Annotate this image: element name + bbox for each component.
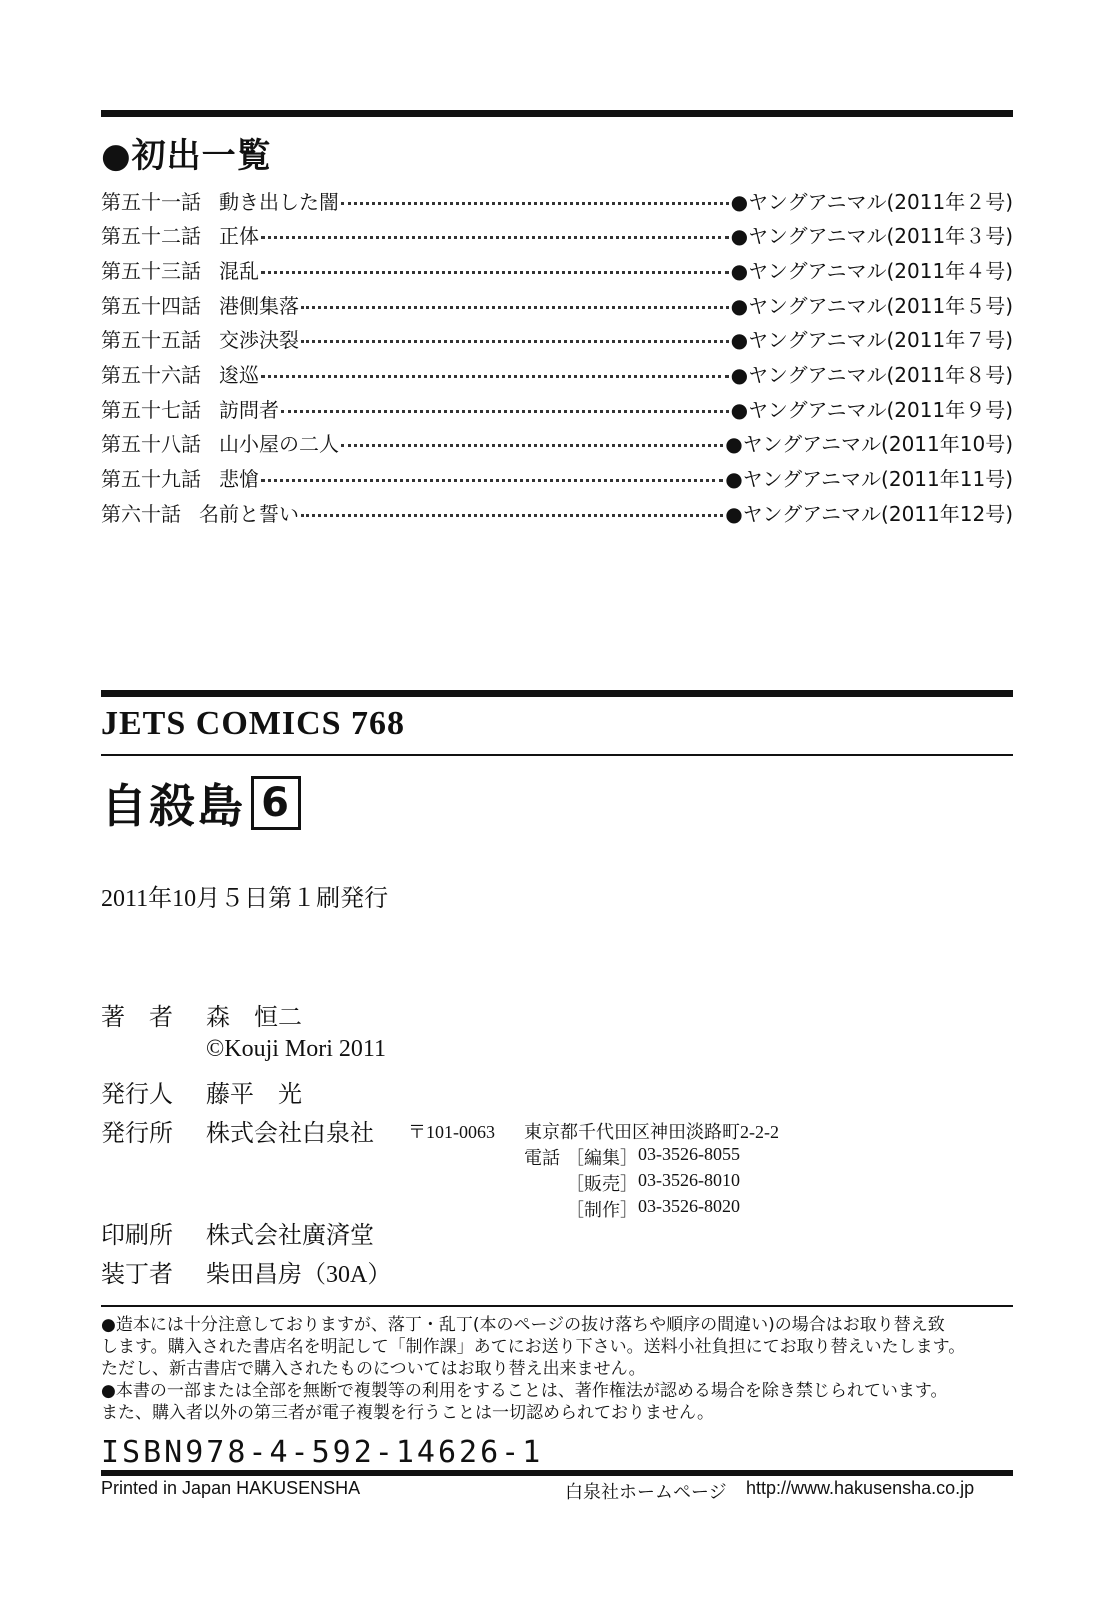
homepage-label: 白泉社ホームページ (565, 1482, 727, 1502)
notice-line: ●造本には十分注意しておりますが、落丁・乱丁(本のページの抜け落ちや順序の間違い)の場合はお取り替え致 (101, 1315, 945, 1335)
notice-rule (101, 1305, 1013, 1307)
toc-entry (101, 218, 1013, 252)
designer-label: 装丁者 (101, 1262, 173, 1288)
chapter-title: 名前と誓い (199, 501, 299, 526)
notice-line: また、購入者以外の第三者が電子複製を行うことは一切認められておりません。 (101, 1403, 715, 1423)
chapter-source: ●ヤングアニマル(2011年３号) (730, 224, 1013, 249)
publisher-person-label: 発行人 (101, 1082, 173, 1108)
notice-line: します。購入された書店名を明記して「制作課」あてにお送り下さい。送料小社負担にてお取り替えいたします。 (101, 1337, 966, 1357)
chapter-source: ●ヤングアニマル(2011年８号) (730, 363, 1013, 387)
toc-entry (101, 391, 1013, 425)
postal-code: 〒101-0063 (408, 1122, 495, 1142)
leader-dots (341, 202, 729, 205)
chapter-source: ●ヤングアニマル(2011年12号) (725, 501, 1013, 526)
volume-badge: 6 (251, 776, 301, 830)
chapter-source: ●ヤングアニマル(2011年４号) (730, 258, 1013, 283)
isbn: ISBN978-4-592-14626-1 (101, 1435, 544, 1470)
toc-entry (101, 287, 1013, 321)
chapter-number: 第五十一話 (101, 189, 201, 214)
chapter-number: 第五十二話 (101, 224, 201, 249)
toc-entry (101, 357, 1013, 391)
chapter-title: 交渉決裂 (219, 328, 299, 353)
chapter-source: ●ヤングアニマル(2011年９号) (730, 397, 1013, 422)
notice-line: ただし、新古書店で購入されたものについてはお取り替え出来ません。 (101, 1359, 646, 1379)
designer-name: 柴田昌房（30A） (206, 1262, 392, 1288)
chapter-title: 動き出した闇 (219, 189, 339, 214)
chapter-number: 第五十八話 (101, 432, 201, 457)
publisher-address: 東京都千代田区神田淡路町2-2-2 (524, 1122, 779, 1142)
phone-number: 03-3526-8010 (638, 1170, 740, 1190)
phone-dept: ［編集］ (566, 1148, 638, 1168)
section-title: ●初出一覧 (101, 136, 272, 176)
chapter-number: 第六十話 (101, 501, 181, 526)
book-title (101, 770, 301, 836)
chapter-source: ●ヤングアニマル(2011年11号) (725, 467, 1013, 492)
chapter-number: 第五十五話 (101, 328, 201, 353)
phone-dept: ［制作］ (566, 1200, 638, 1220)
chapter-title: 訪問者 (219, 397, 279, 422)
chapter-title: 山小屋の二人 (219, 432, 339, 457)
copyright-line: ©Kouji Mori 2011 (206, 1036, 387, 1062)
chapter-title: 港側集落 (219, 293, 299, 318)
toc-entry (101, 322, 1013, 356)
leader-dots (301, 340, 729, 343)
leader-dots (261, 375, 729, 378)
chapter-source: ●ヤングアニマル(2011年５号) (730, 293, 1013, 318)
chapter-number: 第五十四話 (101, 293, 201, 318)
book-title-text: 自殺島 (101, 779, 245, 833)
chapter-number: 第五十七話 (101, 397, 201, 422)
phone-dept: ［販売］ (566, 1174, 638, 1194)
leader-dots (261, 479, 723, 482)
publisher-label: 発行所 (101, 1121, 173, 1147)
leader-dots (301, 306, 729, 309)
notice-line: ●本書の一部または全部を無断で複製等の利用をすることは、著作権法が認める場合を除き禁じられています。 (101, 1381, 948, 1401)
homepage-url[interactable]: http://www.hakusensha.co.jp (746, 1478, 975, 1498)
toc-entry (101, 426, 1013, 460)
phone-number: 03-3526-8055 (638, 1144, 740, 1164)
printer-name: 株式会社廣済堂 (206, 1223, 374, 1249)
phone-label: 電話 (524, 1148, 560, 1168)
publication-date: 2011年10月５日第１刷発行 (101, 886, 389, 912)
colophon-top-rule (101, 690, 1013, 697)
chapter-title: 逡巡 (219, 363, 259, 387)
series-rule (101, 754, 1013, 756)
chapter-source: ●ヤングアニマル(2011年７号) (730, 328, 1013, 353)
series-label: JETS COMICS 768 (101, 705, 406, 742)
chapter-number: 第五十三話 (101, 258, 201, 283)
publisher-name: 株式会社白泉社 (206, 1121, 374, 1147)
phone-number: 03-3526-8020 (638, 1196, 740, 1216)
chapter-title: 混乱 (219, 258, 259, 283)
leader-dots (301, 514, 723, 517)
toc-entry (101, 252, 1013, 286)
chapter-number: 第五十九話 (101, 467, 201, 492)
toc-entry (101, 495, 1013, 529)
leader-dots (281, 410, 729, 413)
leader-dots (261, 271, 729, 274)
chapter-source: ●ヤングアニマル(2011年２号) (730, 189, 1013, 214)
chapter-title: 悲愴 (219, 467, 259, 492)
printer-label: 印刷所 (101, 1223, 173, 1249)
notice-block (101, 1314, 1013, 1424)
author-label: 著 者 (101, 1005, 173, 1031)
footer-rule (101, 1470, 1013, 1476)
printed-in: Printed in Japan HAKUSENSHA (101, 1478, 361, 1498)
chapter-number: 第五十六話 (101, 363, 201, 387)
top-rule (101, 110, 1013, 117)
leader-dots (261, 236, 729, 239)
publisher-person: 藤平 光 (206, 1082, 302, 1108)
leader-dots (341, 444, 723, 447)
chapter-title: 正体 (219, 224, 259, 249)
toc-entry (101, 183, 1013, 217)
chapter-source: ●ヤングアニマル(2011年10号) (725, 432, 1013, 457)
toc-entry (101, 461, 1013, 495)
author-name: 森 恒二 (206, 1005, 302, 1031)
